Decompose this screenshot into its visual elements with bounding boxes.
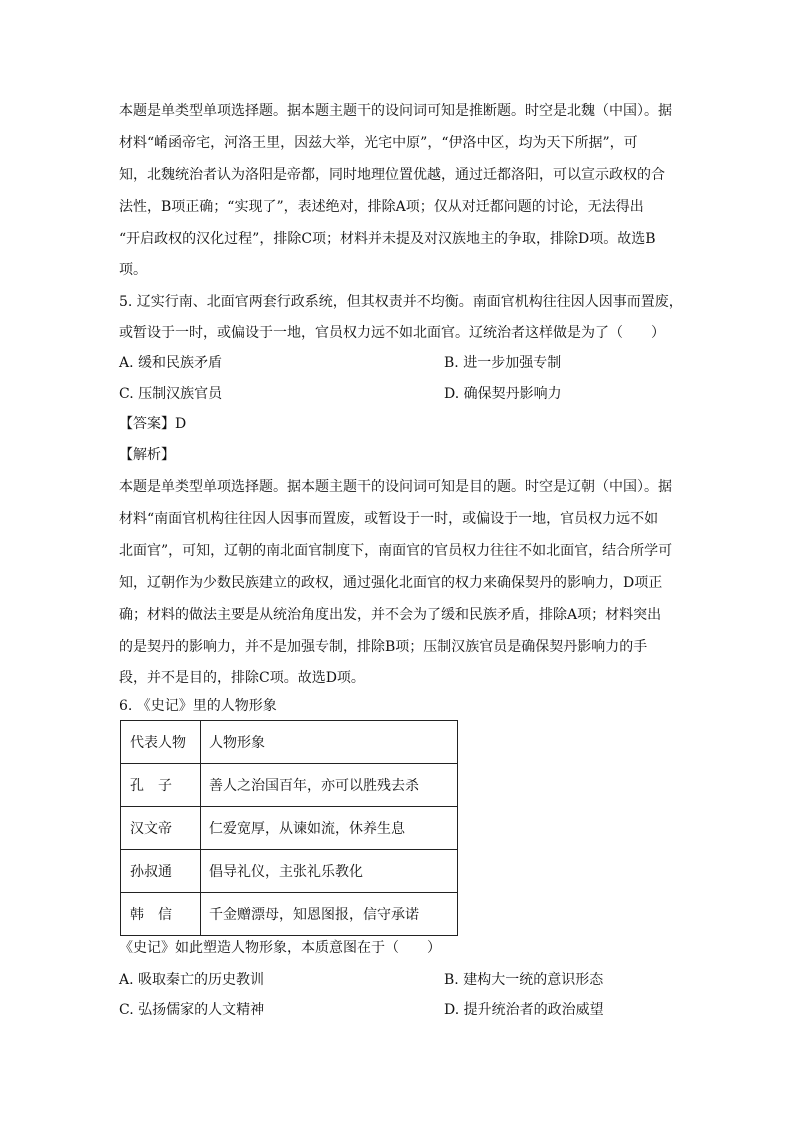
table-cell-image: 善人之治国百年，亦可以胜残去杀 [201, 764, 458, 807]
table-header-cell: 人物形象 [201, 721, 458, 764]
table-row [121, 850, 458, 893]
q6-option-d: D. 提升统治者的政治威望 [444, 1002, 604, 1018]
q6-title: 6. 《史记》里的人物形象 [119, 698, 277, 714]
table-cell-figure: 汉文帝 [121, 807, 201, 850]
table-cell-figure: 孔 子 [121, 764, 201, 807]
q6-figures-table [120, 720, 458, 936]
table-row [121, 893, 458, 936]
q5-analysis-line: 知，辽朝作为少数民族建立的政权，通过强化北面官的权力来确保契丹的影响力，D项正 [119, 575, 663, 591]
q6-option-a: A. 吸取秦亡的历史教训 [119, 972, 265, 988]
q5-option-d: D. 确保契丹影响力 [444, 386, 562, 402]
table-header-row [121, 721, 458, 764]
q4-analysis-line: 项。 [119, 262, 147, 278]
q5-option-a: A. 缓和民族矛盾 [119, 355, 223, 371]
q4-analysis-line: “开启政权的汉化过程”，排除C项；材料并未提及对汉族地主的争取，排除D项。故选B [119, 231, 656, 247]
q4-analysis-line: 知，北魏统治者认为洛阳是帝都，同时地理位置优越，通过迁都洛阳，可以宣示政权的合 [119, 167, 665, 183]
q6-option-b: B. 建构大一统的意识形态 [444, 972, 604, 988]
table-cell-image: 千金赠漂母，知恩图报，信守承诺 [201, 893, 458, 936]
q4-analysis-line: 本题是单类型单项选择题。据本题主题干的设问词可知是推断题。时空是北魏（中国）。据 [119, 103, 672, 119]
q5-analysis-line: 本题是单类型单项选择题。据本题主题干的设问词可知是目的题。时空是辽朝（中国）。据 [119, 479, 672, 495]
table-cell-image: 倡导礼仪，主张礼乐教化 [201, 850, 458, 893]
q4-analysis-line: 法性，B项正确；“实现了”，表述绝对，排除A项；仅从对迁都问题的讨论，无法得出 [119, 199, 644, 215]
q5-analysis-line: 的是契丹的影响力，并不是加强专制，排除B项；压制汉族官员是确保契丹影响力的手 [119, 639, 648, 655]
q5-analysis-heading: 【解析】 [119, 447, 175, 463]
q5-analysis-line: 段，并不是目的，排除C项。故选D项。 [119, 670, 365, 686]
table-cell-figure: 孙叔通 [121, 850, 201, 893]
q5-option-b: B. 进一步加强专制 [444, 355, 562, 371]
table-cell-figure: 韩 信 [121, 893, 201, 936]
q5-analysis-line: 确；材料的做法主要是从统治角度出发，并不会为了缓和民族矛盾，排除A项；材料突出 [119, 607, 662, 623]
table-cell-image: 仁爱宽厚，从谏如流，休养生息 [201, 807, 458, 850]
table-header-cell: 代表人物 [121, 721, 201, 764]
table-row [121, 764, 458, 807]
q5-option-c: C. 压制汉族官员 [119, 386, 223, 402]
q5-stem-line: 或暂设于一时，或偏设于一地，官员权力远不如北面官。辽统治者这样做是为了（ ） [119, 325, 665, 341]
q5-answer: 【答案】D [119, 416, 187, 432]
q5-analysis-line: 北面官”，可知，辽朝的南北面官制度下，南面官的官员权力往往不如北面官，结合所学可 [119, 543, 673, 559]
table-row [121, 807, 458, 850]
q5-analysis-line: 材料“南面官机构往往因人因事而置废，或暂设于一时，或偏设于一地，官员权力远不如 [119, 511, 659, 527]
q4-analysis-line: 材料“崤函帝宅，河洛王里，因兹大举，光宅中原”，“伊洛中区，均为天下所据”，可 [119, 135, 638, 151]
q6-option-c: C. 弘扬儒家的人文精神 [119, 1002, 265, 1018]
q5-stem-line: 5. 辽实行南、北面官两套行政系统，但其权责并不均衡。南面官机构往往因人因事而置废， [119, 294, 683, 310]
q6-stem: 《史记》如此塑造人物形象，本质意图在于（ ） [119, 940, 441, 956]
